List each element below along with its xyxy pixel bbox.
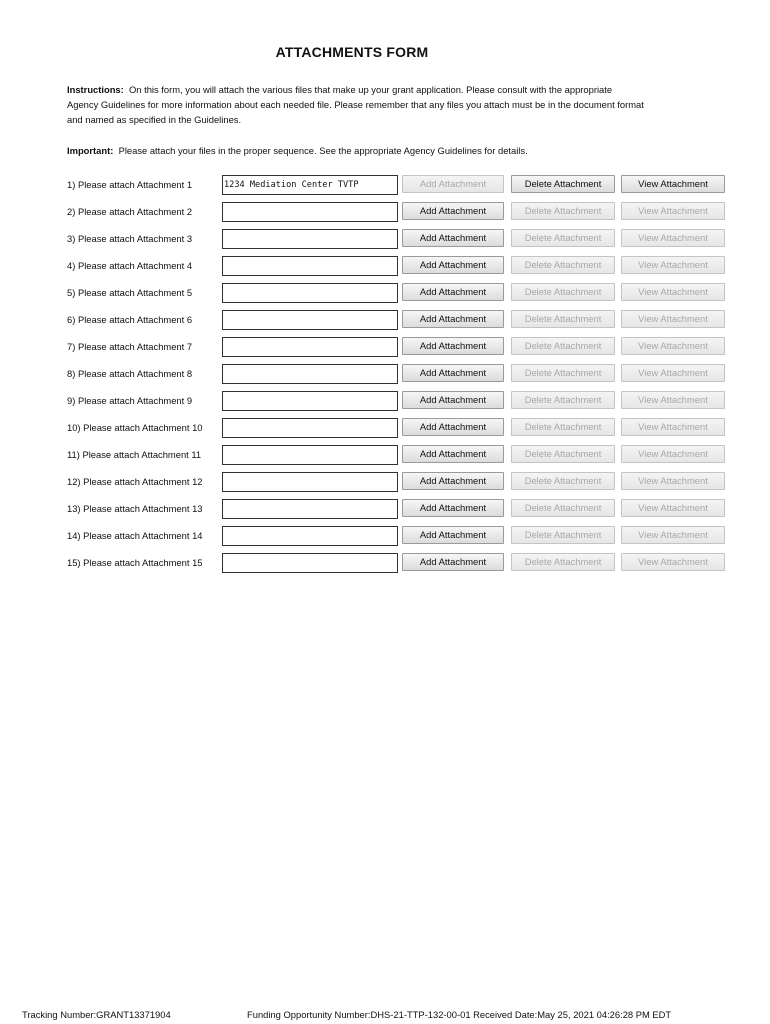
view-attachment-button[interactable]: View Attachment bbox=[621, 202, 725, 220]
funding-info: Funding Opportunity Number:DHS-21-TTP-132-00-01 Received Date:May 25, 2021 04:26:28 PM EDT bbox=[247, 1009, 672, 1020]
instructions-label: Instructions: bbox=[67, 84, 124, 95]
attachment-row bbox=[0, 202, 770, 229]
delete-attachment-button[interactable]: Delete Attachment bbox=[511, 526, 615, 544]
attachment-label: 6) Please attach Attachment 6 bbox=[67, 314, 193, 325]
delete-attachment-button[interactable]: Delete Attachment bbox=[511, 418, 615, 436]
delete-attachment-button[interactable]: Delete Attachment bbox=[511, 202, 615, 220]
attachment-file-field[interactable]: 1234 Mediation Center TVTP bbox=[222, 175, 398, 195]
view-attachment-button[interactable]: View Attachment bbox=[621, 418, 725, 436]
view-attachment-button[interactable]: View Attachment bbox=[621, 472, 725, 490]
delete-attachment-button[interactable]: Delete Attachment bbox=[511, 445, 615, 463]
delete-attachment-button[interactable]: Delete Attachment bbox=[511, 256, 615, 274]
add-attachment-button[interactable]: Add Attachment bbox=[402, 364, 504, 382]
attachment-label: 3) Please attach Attachment 3 bbox=[67, 233, 193, 244]
attachment-row bbox=[0, 364, 770, 391]
instructions-line-1: On this form, you will attach the various files that make up your grant application. Please consult with the appropriate bbox=[129, 84, 613, 95]
attachment-row bbox=[0, 445, 770, 472]
attachment-file-field[interactable] bbox=[222, 472, 398, 492]
add-attachment-button[interactable]: Add Attachment bbox=[402, 499, 504, 517]
attachment-row bbox=[0, 229, 770, 256]
attachment-row bbox=[0, 337, 770, 364]
add-attachment-button[interactable]: Add Attachment bbox=[402, 337, 504, 355]
delete-attachment-button[interactable]: Delete Attachment bbox=[511, 472, 615, 490]
view-attachment-button[interactable]: View Attachment bbox=[621, 229, 725, 247]
attachment-row bbox=[0, 391, 770, 418]
attachment-list bbox=[0, 175, 770, 580]
view-attachment-button[interactable]: View Attachment bbox=[621, 391, 725, 409]
attachment-row bbox=[0, 499, 770, 526]
attachment-file-field[interactable] bbox=[222, 337, 398, 357]
attachment-row bbox=[0, 310, 770, 337]
attachment-row bbox=[0, 472, 770, 499]
attachment-row bbox=[0, 256, 770, 283]
important-text: Please attach your files in the proper sequence. See the appropriate Agency Guidelines for details. bbox=[118, 145, 528, 156]
add-attachment-button[interactable]: Add Attachment bbox=[402, 310, 504, 328]
view-attachment-button[interactable]: View Attachment bbox=[621, 499, 725, 517]
delete-attachment-button[interactable]: Delete Attachment bbox=[511, 364, 615, 382]
view-attachment-button[interactable]: View Attachment bbox=[621, 445, 725, 463]
delete-attachment-button[interactable]: Delete Attachment bbox=[511, 337, 615, 355]
attachment-label: 12) Please attach Attachment 12 bbox=[67, 476, 203, 487]
delete-attachment-button[interactable]: Delete Attachment bbox=[511, 175, 615, 193]
attachment-label: 10) Please attach Attachment 10 bbox=[67, 422, 203, 433]
important-note bbox=[67, 143, 707, 158]
attachment-label: 4) Please attach Attachment 4 bbox=[67, 260, 193, 271]
add-attachment-button[interactable]: Add Attachment bbox=[402, 418, 504, 436]
attachment-file-field[interactable] bbox=[222, 553, 398, 573]
attachment-file-field[interactable] bbox=[222, 256, 398, 276]
add-attachment-button[interactable]: Add Attachment bbox=[402, 229, 504, 247]
attachment-file-field[interactable] bbox=[222, 526, 398, 546]
attachment-label: 7) Please attach Attachment 7 bbox=[67, 341, 193, 352]
view-attachment-button[interactable]: View Attachment bbox=[621, 364, 725, 382]
attachment-label: 5) Please attach Attachment 5 bbox=[67, 287, 193, 298]
view-attachment-button[interactable]: View Attachment bbox=[621, 175, 725, 193]
attachment-file-field[interactable] bbox=[222, 445, 398, 465]
attachment-file-field[interactable] bbox=[222, 229, 398, 249]
add-attachment-button[interactable]: Add Attachment bbox=[402, 526, 504, 544]
attachment-label: 2) Please attach Attachment 2 bbox=[67, 206, 193, 217]
attachment-label: 1) Please attach Attachment 1 bbox=[67, 179, 193, 190]
add-attachment-button[interactable]: Add Attachment bbox=[402, 445, 504, 463]
attachment-row bbox=[0, 526, 770, 553]
attachment-label: 9) Please attach Attachment 9 bbox=[67, 395, 193, 406]
attachment-file-field[interactable] bbox=[222, 283, 398, 303]
add-attachment-button[interactable]: Add Attachment bbox=[402, 391, 504, 409]
delete-attachment-button[interactable]: Delete Attachment bbox=[511, 310, 615, 328]
view-attachment-button[interactable]: View Attachment bbox=[621, 310, 725, 328]
attachment-label: 13) Please attach Attachment 13 bbox=[67, 503, 203, 514]
view-attachment-button[interactable]: View Attachment bbox=[621, 283, 725, 301]
view-attachment-button[interactable]: View Attachment bbox=[621, 256, 725, 274]
attachment-file-field[interactable] bbox=[222, 499, 398, 519]
attachment-row bbox=[0, 553, 770, 580]
view-attachment-button[interactable]: View Attachment bbox=[621, 526, 725, 544]
add-attachment-button[interactable]: Add Attachment bbox=[402, 256, 504, 274]
add-attachment-button[interactable]: Add Attachment bbox=[402, 175, 504, 193]
attachment-label: 15) Please attach Attachment 15 bbox=[67, 557, 203, 568]
important-label: Important: bbox=[67, 145, 114, 156]
attachment-row bbox=[0, 283, 770, 310]
add-attachment-button[interactable]: Add Attachment bbox=[402, 283, 504, 301]
attachment-file-field[interactable] bbox=[222, 202, 398, 222]
instructions-line-3: and named as specified in the Guidelines. bbox=[67, 114, 242, 125]
attachment-file-field[interactable] bbox=[222, 418, 398, 438]
view-attachment-button[interactable]: View Attachment bbox=[621, 553, 725, 571]
attachment-file-field[interactable] bbox=[222, 364, 398, 384]
attachment-row bbox=[0, 418, 770, 445]
delete-attachment-button[interactable]: Delete Attachment bbox=[511, 553, 615, 571]
instructions-block bbox=[67, 82, 707, 127]
add-attachment-button[interactable]: Add Attachment bbox=[402, 202, 504, 220]
delete-attachment-button[interactable]: Delete Attachment bbox=[511, 229, 615, 247]
instructions-line-2: Agency Guidelines for more information about each needed file. Please remember that any files you attach must be in the document format bbox=[67, 99, 644, 110]
attachment-label: 14) Please attach Attachment 14 bbox=[67, 530, 203, 541]
tracking-number: Tracking Number:GRANT13371904 bbox=[22, 1009, 171, 1020]
attachment-label: 8) Please attach Attachment 8 bbox=[67, 368, 193, 379]
attachment-file-field[interactable] bbox=[222, 391, 398, 411]
view-attachment-button[interactable]: View Attachment bbox=[621, 337, 725, 355]
add-attachment-button[interactable]: Add Attachment bbox=[402, 472, 504, 490]
page-title: ATTACHMENTS FORM bbox=[275, 44, 429, 60]
delete-attachment-button[interactable]: Delete Attachment bbox=[511, 283, 615, 301]
attachment-label: 11) Please attach Attachment 11 bbox=[67, 449, 202, 460]
attachment-row bbox=[0, 175, 770, 202]
add-attachment-button[interactable]: Add Attachment bbox=[402, 553, 504, 571]
delete-attachment-button[interactable]: Delete Attachment bbox=[511, 391, 615, 409]
delete-attachment-button[interactable]: Delete Attachment bbox=[511, 499, 615, 517]
attachment-file-field[interactable] bbox=[222, 310, 398, 330]
